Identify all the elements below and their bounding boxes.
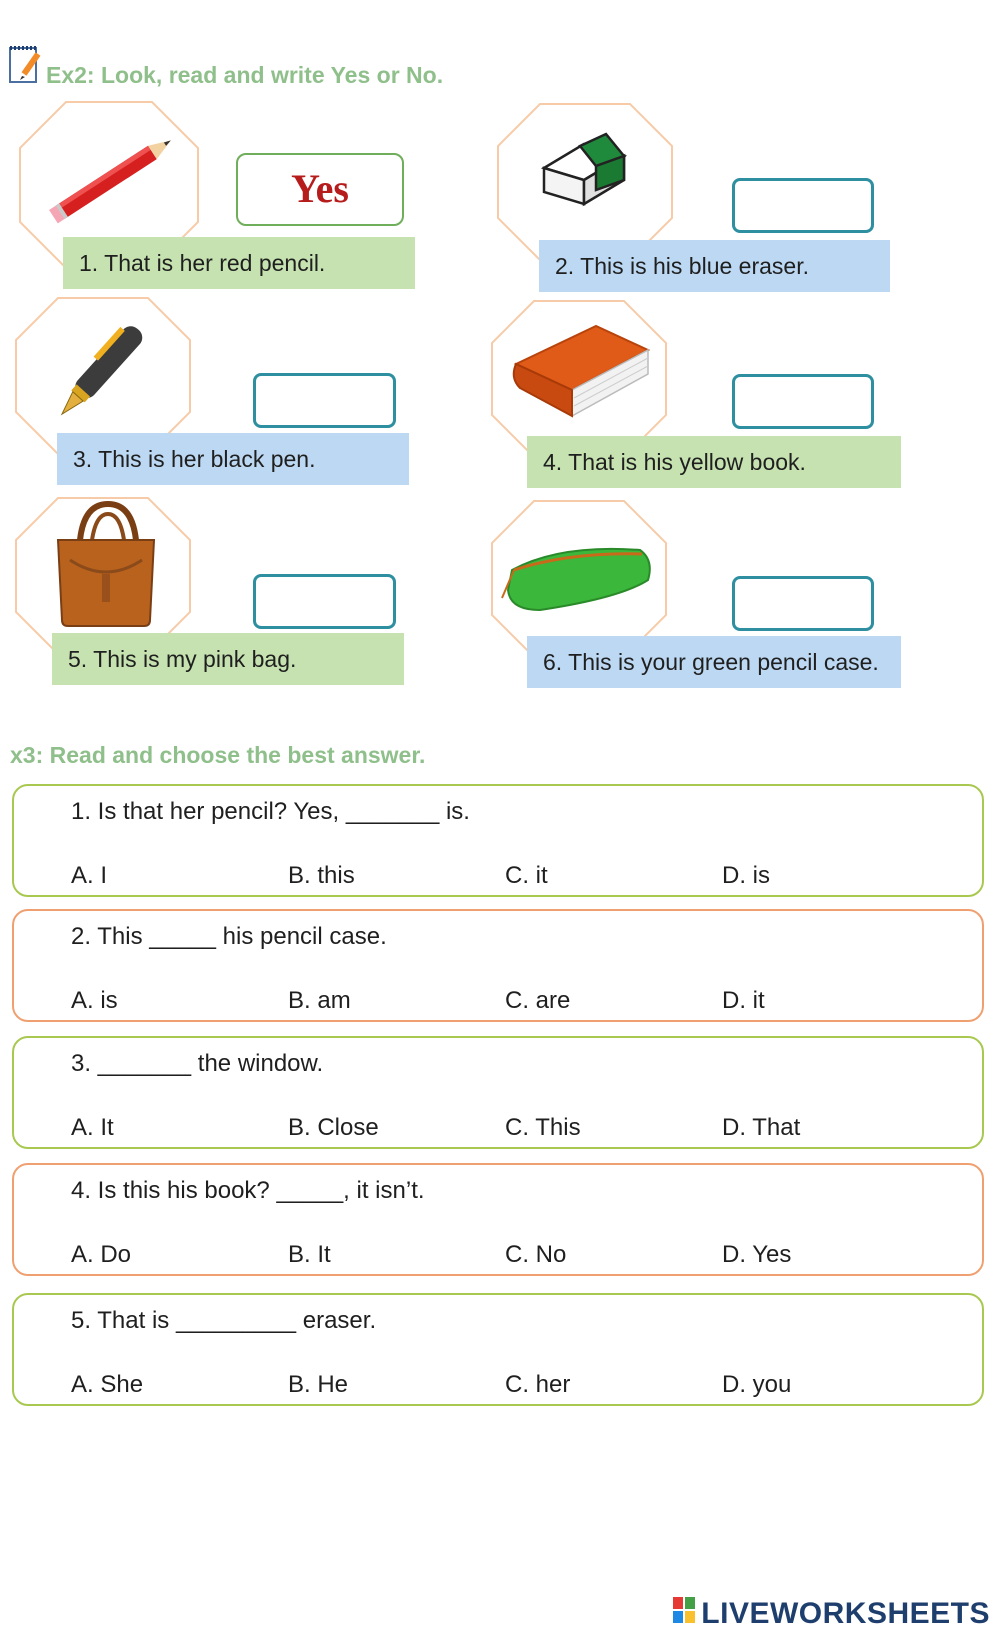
question-text: 3. _______ the window.	[71, 1050, 324, 1077]
option-b[interactable]: B. Close	[288, 1114, 379, 1141]
red-book-icon	[508, 322, 656, 427]
notebook-pencil-icon	[8, 42, 48, 90]
eraser-icon	[536, 128, 632, 217]
question-box-2	[12, 909, 984, 1022]
question-box-1	[12, 784, 984, 897]
question-box-4	[12, 1163, 984, 1276]
option-b[interactable]: B. He	[288, 1371, 349, 1398]
option-d[interactable]: D. is	[722, 862, 770, 889]
answer-box-1[interactable]	[236, 153, 404, 226]
option-b[interactable]: B. this	[288, 862, 355, 889]
question-text: 2. This _____ his pencil case.	[71, 923, 387, 950]
red-pencil-icon	[38, 128, 188, 233]
logo-text: LIVEWORKSHEETS	[701, 1597, 990, 1630]
question-text: 4. Is this his book? _____, it isn’t.	[71, 1177, 425, 1204]
caption-3: 3. This is her black pen.	[57, 433, 409, 485]
brown-bag-icon	[50, 500, 160, 635]
option-d[interactable]: D. you	[722, 1371, 792, 1398]
question-box-5	[12, 1293, 984, 1406]
liveworksheets-logo	[673, 1595, 990, 1633]
question-box-3	[12, 1036, 984, 1149]
option-a[interactable]: A. I	[71, 862, 108, 889]
question-text: 5. That is _________ eraser.	[71, 1307, 377, 1334]
option-c[interactable]: C. her	[505, 1371, 571, 1398]
answer-box-4[interactable]	[732, 374, 874, 429]
caption-1: 1. That is her red pencil.	[63, 237, 415, 289]
option-d[interactable]: D. it	[722, 987, 765, 1014]
answer-box-3[interactable]	[253, 373, 396, 428]
option-a[interactable]: A. It	[71, 1114, 114, 1141]
answer-box-6[interactable]	[732, 576, 874, 631]
option-b[interactable]: B. It	[288, 1241, 331, 1268]
option-c[interactable]: C. This	[505, 1114, 581, 1141]
caption-4: 4. That is his yellow book.	[527, 436, 901, 488]
ex3-title: x3: Read and choose the best answer.	[10, 742, 426, 768]
answer-box-2[interactable]	[732, 178, 874, 233]
option-d[interactable]: D. That	[722, 1114, 801, 1141]
option-b[interactable]: B. am	[288, 987, 351, 1014]
caption-6: 6. This is your green pencil case.	[527, 636, 901, 688]
option-a[interactable]: A. She	[71, 1371, 144, 1398]
answer-box-5[interactable]	[253, 574, 396, 629]
green-pencil-case-icon	[500, 540, 656, 625]
caption-5: 5. This is my pink bag.	[52, 633, 404, 685]
option-c[interactable]: C. it	[505, 862, 548, 889]
option-a[interactable]: A. is	[71, 987, 118, 1014]
option-c[interactable]: C. No	[505, 1241, 567, 1268]
ex2-title: Ex2: Look, read and write Yes or No.	[46, 62, 444, 88]
option-a[interactable]: A. Do	[71, 1241, 132, 1268]
question-text: 1. Is that her pencil? Yes, _______ is.	[71, 798, 470, 825]
caption-2: 2. This is his blue eraser.	[539, 240, 890, 292]
logo-mark-icon	[673, 1595, 697, 1633]
option-d[interactable]: D. Yes	[722, 1241, 792, 1268]
black-pen-icon	[44, 304, 164, 433]
option-c[interactable]: C. are	[505, 987, 571, 1014]
answer-text: Yes	[291, 166, 349, 211]
